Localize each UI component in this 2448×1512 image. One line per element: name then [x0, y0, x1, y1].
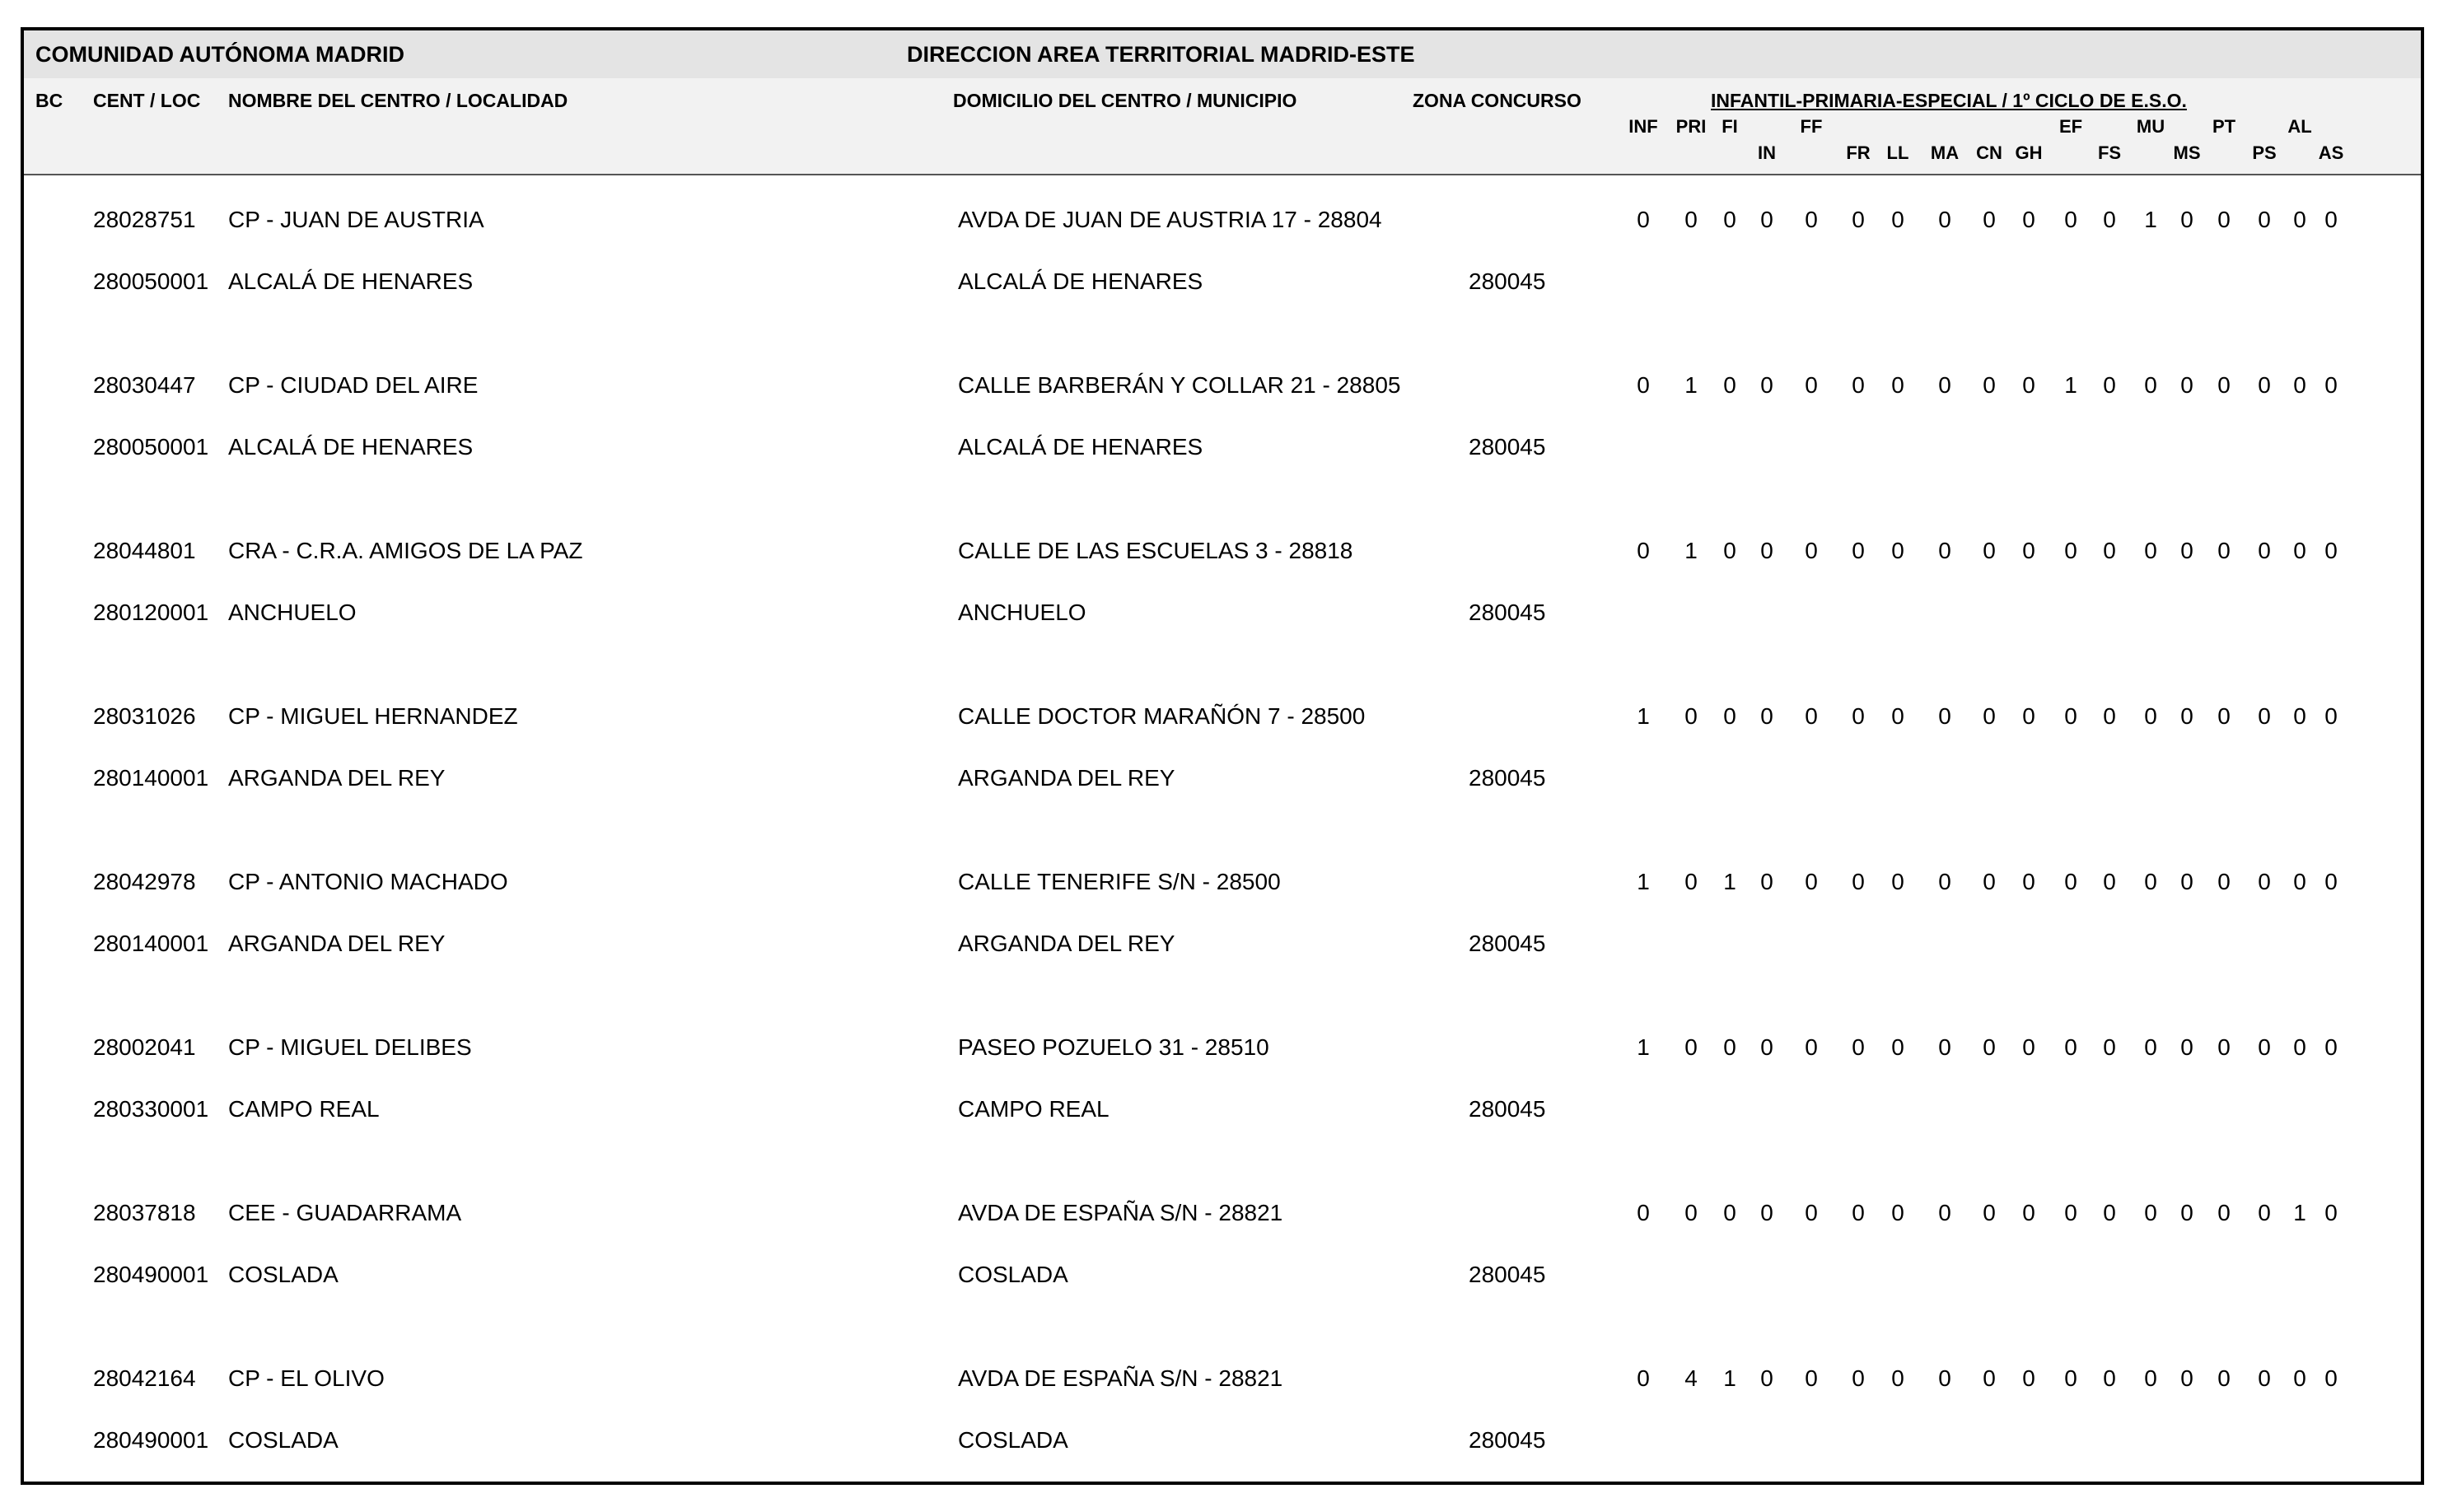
- municipality-name: ALCALÁ DE HENARES: [958, 268, 1203, 294]
- vacancy-count-fs: 0: [2103, 1034, 2116, 1060]
- vacancy-count-fs: 0: [2103, 538, 2116, 563]
- col-specialty-al: AL: [2287, 116, 2312, 137]
- col-specialty-gh: GH: [2015, 142, 2043, 163]
- vacancy-count-mu: 0: [2144, 1200, 2157, 1225]
- vacancy-count-fr: 0: [1852, 703, 1865, 729]
- vacancy-count-mu: 0: [2144, 372, 2157, 398]
- vacancy-count-ff: 0: [1805, 372, 1818, 398]
- zone-code: 280045: [1469, 600, 1546, 625]
- vacancy-count-fs: 0: [2103, 869, 2116, 894]
- vacancy-count-mu: 0: [2144, 703, 2157, 729]
- centre-name: CP - ANTONIO MACHADO: [228, 869, 508, 894]
- vacancy-count-gh: 0: [2022, 1365, 2035, 1391]
- table-row: [24, 1001, 2421, 1167]
- vacancy-count-as: 0: [2324, 1034, 2338, 1060]
- centre-address: CALLE TENERIFE S/N - 28500: [958, 869, 1281, 894]
- vacancy-count-pt: 0: [2217, 1034, 2231, 1060]
- vacancy-count-inf: 0: [1637, 1365, 1650, 1391]
- col-specialty-ff: FF: [1800, 116, 1823, 137]
- centre-code: 28002041: [93, 1034, 196, 1060]
- vacancy-count-fr: 0: [1852, 1200, 1865, 1225]
- col-specialty-ll: LL: [1886, 142, 1909, 163]
- vacancy-count-ms: 0: [2180, 703, 2193, 729]
- vacancy-count-ll: 0: [1891, 538, 1904, 563]
- zone-code: 280045: [1469, 765, 1546, 791]
- vacancy-count-gh: 0: [2022, 538, 2035, 563]
- vacancy-count-inf: 1: [1637, 703, 1650, 729]
- vacancy-count-ma: 0: [1938, 538, 1951, 563]
- area-title: DIRECCION AREA TERRITORIAL MADRID-ESTE: [907, 42, 1415, 67]
- vacancy-count-as: 0: [2324, 372, 2338, 398]
- vacancy-count-fs: 0: [2103, 372, 2116, 398]
- locality-code: 280330001: [93, 1096, 209, 1122]
- vacancy-count-pri: 0: [1684, 1034, 1698, 1060]
- col-specialty-pri: PRI: [1675, 116, 1707, 137]
- vacancy-count-ps: 0: [2258, 1034, 2271, 1060]
- locality-code: 280050001: [93, 268, 209, 294]
- table-row: [24, 339, 2421, 505]
- vacancy-count-gh: 0: [2022, 207, 2035, 232]
- municipality-name: COSLADA: [958, 1427, 1068, 1453]
- vacancy-count-ll: 0: [1891, 207, 1904, 232]
- vacancy-count-ef: 0: [2064, 1200, 2077, 1225]
- col-specialty-fi: FI: [1722, 116, 1738, 137]
- centre-name: CP - JUAN DE AUSTRIA: [228, 207, 484, 232]
- table-row: [24, 505, 2421, 670]
- locality-code: 280140001: [93, 931, 209, 956]
- vacancy-count-al: 0: [2293, 869, 2306, 894]
- vacancy-count-in: 0: [1760, 703, 1773, 729]
- vacancy-count-ff: 0: [1805, 703, 1818, 729]
- vacancy-count-al: 1: [2293, 1200, 2306, 1225]
- municipality-name: ANCHUELO: [958, 600, 1086, 625]
- vacancy-count-inf: 1: [1637, 869, 1650, 894]
- vacancy-count-ms: 0: [2180, 1034, 2193, 1060]
- zone-code: 280045: [1469, 1427, 1546, 1453]
- vacancy-count-ff: 0: [1805, 869, 1818, 894]
- locality-name: COSLADA: [228, 1427, 339, 1453]
- table-row: [24, 1167, 2421, 1332]
- vacancy-count-cn: 0: [1983, 538, 1996, 563]
- vacancy-count-cn: 0: [1983, 207, 1996, 232]
- vacancy-count-fi: 1: [1723, 1365, 1736, 1391]
- locality-name: CAMPO REAL: [228, 1096, 380, 1122]
- locality-name: ARGANDA DEL REY: [228, 931, 446, 956]
- vacancy-count-ff: 0: [1805, 1365, 1818, 1391]
- vacancy-count-pt: 0: [2217, 1365, 2231, 1391]
- table-row: [24, 174, 2421, 339]
- vacancy-count-cn: 0: [1983, 1200, 1996, 1225]
- vacancy-count-fs: 0: [2103, 703, 2116, 729]
- vacancy-count-al: 0: [2293, 1365, 2306, 1391]
- vacancy-count-in: 0: [1760, 1034, 1773, 1060]
- column-header: [24, 78, 2421, 175]
- vacancy-count-al: 0: [2293, 207, 2306, 232]
- vacancy-count-ef: 0: [2064, 1034, 2077, 1060]
- vacancy-count-fr: 0: [1852, 1365, 1865, 1391]
- vacancy-count-fr: 0: [1852, 538, 1865, 563]
- centre-code: 28042978: [93, 869, 196, 894]
- vacancy-count-fi: 0: [1723, 372, 1736, 398]
- col-specialty-fs: FS: [2097, 142, 2122, 163]
- vacancy-count-as: 0: [2324, 207, 2338, 232]
- vacancy-count-fi: 0: [1723, 1034, 1736, 1060]
- vacancy-count-pri: 1: [1684, 538, 1698, 563]
- col-specialty-in: IN: [1758, 142, 1776, 163]
- vacancy-count-as: 0: [2324, 703, 2338, 729]
- vacancy-count-gh: 0: [2022, 869, 2035, 894]
- vacancy-count-cn: 0: [1983, 703, 1996, 729]
- vacancy-count-ff: 0: [1805, 1034, 1818, 1060]
- vacancy-count-pt: 0: [2217, 372, 2231, 398]
- col-specialty-as: AS: [2318, 142, 2344, 163]
- centre-address: PASEO POZUELO 31 - 28510: [958, 1034, 1269, 1060]
- vacancy-count-ms: 0: [2180, 538, 2193, 563]
- vacancy-count-ff: 0: [1805, 538, 1818, 563]
- vacancy-count-fs: 0: [2103, 207, 2116, 232]
- vacancy-count-ma: 0: [1938, 1200, 1951, 1225]
- zone-code: 280045: [1469, 434, 1546, 460]
- vacancy-count-cn: 0: [1983, 869, 1996, 894]
- vacancy-count-fr: 0: [1852, 869, 1865, 894]
- vacancy-count-fi: 0: [1723, 538, 1736, 563]
- locality-name: ARGANDA DEL REY: [228, 765, 446, 791]
- locality-name: ANCHUELO: [228, 600, 357, 625]
- vacancy-count-gh: 0: [2022, 372, 2035, 398]
- vacancy-count-fr: 0: [1852, 1034, 1865, 1060]
- centre-address: AVDA DE JUAN DE AUSTRIA 17 - 28804: [958, 207, 1382, 232]
- municipality-name: ARGANDA DEL REY: [958, 765, 1175, 791]
- vacancy-count-ll: 0: [1891, 1200, 1904, 1225]
- vacancy-count-pri: 0: [1684, 703, 1698, 729]
- vacancy-count-as: 0: [2324, 1200, 2338, 1225]
- vacancy-count-in: 0: [1760, 869, 1773, 894]
- vacancy-count-fs: 0: [2103, 1200, 2116, 1225]
- vacancy-count-mu: 1: [2144, 207, 2157, 232]
- table-row: [24, 1332, 2421, 1498]
- vacancy-count-ff: 0: [1805, 1200, 1818, 1225]
- specialty-group-title: INFANTIL-PRIMARIA-ESPECIAL / 1º CICLO DE E.S.O.: [1711, 90, 2187, 111]
- vacancy-count-fr: 0: [1852, 372, 1865, 398]
- vacancy-count-ps: 0: [2258, 869, 2271, 894]
- centre-name: CP - CIUDAD DEL AIRE: [228, 372, 479, 398]
- vacancy-count-fi: 0: [1723, 207, 1736, 232]
- centre-address: AVDA DE ESPAÑA S/N - 28821: [958, 1200, 1283, 1225]
- region-title: COMUNIDAD AUTÓNOMA MADRID: [35, 42, 404, 67]
- locality-name: ALCALÁ DE HENARES: [228, 434, 474, 460]
- vacancy-count-al: 0: [2293, 538, 2306, 563]
- vacancy-count-mu: 0: [2144, 869, 2157, 894]
- vacancy-count-pt: 0: [2217, 869, 2231, 894]
- vacancy-count-pri: 0: [1684, 869, 1698, 894]
- table-row: [24, 836, 2421, 1001]
- vacancy-count-ps: 0: [2258, 1200, 2271, 1225]
- col-nombre: NOMBRE DEL CENTRO / LOCALIDAD: [228, 90, 568, 111]
- vacancy-count-in: 0: [1760, 538, 1773, 563]
- locality-name: ALCALÁ DE HENARES: [228, 268, 474, 294]
- vacancy-count-mu: 0: [2144, 1365, 2157, 1391]
- vacancy-count-in: 0: [1760, 372, 1773, 398]
- centre-code: 28044801: [93, 538, 196, 563]
- vacancy-count-cn: 0: [1983, 1365, 1996, 1391]
- municipality-name: CAMPO REAL: [958, 1096, 1110, 1122]
- locality-code: 280490001: [93, 1427, 209, 1453]
- vacancy-count-gh: 0: [2022, 1200, 2035, 1225]
- vacancy-count-ff: 0: [1805, 207, 1818, 232]
- vacancy-count-fr: 0: [1852, 207, 1865, 232]
- centre-address: CALLE DE LAS ESCUELAS 3 - 28818: [958, 538, 1353, 563]
- vacancy-count-pt: 0: [2217, 207, 2231, 232]
- locality-code: 280140001: [93, 765, 209, 791]
- vacancy-count-ef: 0: [2064, 538, 2077, 563]
- vacancy-count-ps: 0: [2258, 703, 2271, 729]
- centre-code: 28031026: [93, 703, 196, 729]
- vacancy-count-as: 0: [2324, 869, 2338, 894]
- vacancy-count-in: 0: [1760, 207, 1773, 232]
- centre-code: 28030447: [93, 372, 196, 398]
- vacancy-count-ll: 0: [1891, 869, 1904, 894]
- vacancy-count-ps: 0: [2258, 1365, 2271, 1391]
- vacancy-count-pri: 0: [1684, 207, 1698, 232]
- centre-name: CEE - GUADARRAMA: [228, 1200, 462, 1225]
- vacancy-count-as: 0: [2324, 538, 2338, 563]
- vacancy-count-inf: 0: [1637, 207, 1650, 232]
- vacancy-count-ms: 0: [2180, 1365, 2193, 1391]
- title-bar: [24, 30, 2421, 81]
- vacancy-count-ll: 0: [1891, 1034, 1904, 1060]
- col-domicilio: DOMICILIO DEL CENTRO / MUNICIPIO: [953, 90, 1297, 111]
- vacancy-count-pri: 0: [1684, 1200, 1698, 1225]
- col-cent-loc: CENT / LOC: [93, 90, 201, 111]
- col-specialty-ms: MS: [2173, 142, 2201, 163]
- vacancy-count-pt: 0: [2217, 703, 2231, 729]
- locality-code: 280050001: [93, 434, 209, 460]
- vacancy-count-ll: 0: [1891, 1365, 1904, 1391]
- vacancy-count-ps: 0: [2258, 207, 2271, 232]
- vacancy-count-in: 0: [1760, 1200, 1773, 1225]
- col-specialty-pt: PT: [2212, 116, 2236, 137]
- vacancy-count-in: 0: [1760, 1365, 1773, 1391]
- centre-name: CP - EL OLIVO: [228, 1365, 385, 1391]
- vacancy-count-ll: 0: [1891, 703, 1904, 729]
- vacancy-count-ms: 0: [2180, 207, 2193, 232]
- vacancy-count-ma: 0: [1938, 1034, 1951, 1060]
- vacancy-count-inf: 1: [1637, 1034, 1650, 1060]
- col-specialty-mu: MU: [2136, 116, 2165, 137]
- centre-address: AVDA DE ESPAÑA S/N - 28821: [958, 1365, 1283, 1391]
- vacancy-count-gh: 0: [2022, 1034, 2035, 1060]
- municipality-name: ALCALÁ DE HENARES: [958, 434, 1203, 460]
- vacancy-count-ef: 0: [2064, 869, 2077, 894]
- vacancy-count-inf: 0: [1637, 538, 1650, 563]
- vacancy-count-gh: 0: [2022, 703, 2035, 729]
- centre-code: 28037818: [93, 1200, 196, 1225]
- vacancy-count-pri: 1: [1684, 372, 1698, 398]
- vacancy-count-ms: 0: [2180, 372, 2193, 398]
- centre-address: CALLE BARBERÁN Y COLLAR 21 - 28805: [958, 372, 1401, 398]
- col-specialty-ef: EF: [2058, 116, 2083, 137]
- centre-code: 28028751: [93, 207, 196, 232]
- vacancy-count-ef: 0: [2064, 1365, 2077, 1391]
- vacancy-count-ma: 0: [1938, 207, 1951, 232]
- locality-code: 280490001: [93, 1262, 209, 1287]
- centre-name: CRA - C.R.A. AMIGOS DE LA PAZ: [228, 538, 583, 563]
- locality-name: COSLADA: [228, 1262, 339, 1287]
- vacancy-count-ma: 0: [1938, 869, 1951, 894]
- col-specialty-ps: PS: [2252, 142, 2277, 163]
- vacancy-count-as: 0: [2324, 1365, 2338, 1391]
- vacancy-count-inf: 0: [1637, 1200, 1650, 1225]
- municipality-name: ARGANDA DEL REY: [958, 931, 1175, 956]
- report-frame: [21, 27, 2424, 1485]
- vacancy-count-cn: 0: [1983, 1034, 1996, 1060]
- record-list: [24, 174, 2421, 1498]
- zone-code: 280045: [1469, 931, 1546, 956]
- centre-code: 28042164: [93, 1365, 196, 1391]
- vacancy-count-ms: 0: [2180, 1200, 2193, 1225]
- vacancy-count-mu: 0: [2144, 1034, 2157, 1060]
- vacancy-count-al: 0: [2293, 703, 2306, 729]
- vacancy-count-ps: 0: [2258, 538, 2271, 563]
- vacancy-count-al: 0: [2293, 1034, 2306, 1060]
- vacancy-count-mu: 0: [2144, 538, 2157, 563]
- vacancy-count-pri: 4: [1684, 1365, 1698, 1391]
- vacancy-count-fi: 1: [1723, 869, 1736, 894]
- vacancy-count-ef: 1: [2064, 372, 2077, 398]
- col-zona: ZONA CONCURSO: [1413, 90, 1581, 111]
- vacancy-count-ef: 0: [2064, 207, 2077, 232]
- table-row: [24, 670, 2421, 836]
- vacancy-count-inf: 0: [1637, 372, 1650, 398]
- vacancy-count-ma: 0: [1938, 372, 1951, 398]
- col-specialty-ma: MA: [1930, 142, 1960, 163]
- col-specialty-cn: CN: [1976, 142, 2002, 163]
- municipality-name: COSLADA: [958, 1262, 1068, 1287]
- zone-code: 280045: [1469, 268, 1546, 294]
- col-bc: BC: [35, 90, 63, 111]
- centre-name: CP - MIGUEL DELIBES: [228, 1034, 472, 1060]
- vacancy-count-ma: 0: [1938, 1365, 1951, 1391]
- vacancy-count-fi: 0: [1723, 1200, 1736, 1225]
- col-specialty-inf: INF: [1628, 116, 1658, 137]
- vacancy-count-ef: 0: [2064, 703, 2077, 729]
- vacancy-count-al: 0: [2293, 372, 2306, 398]
- vacancy-count-cn: 0: [1983, 372, 1996, 398]
- vacancy-count-ps: 0: [2258, 372, 2271, 398]
- vacancy-count-pt: 0: [2217, 1200, 2231, 1225]
- locality-code: 280120001: [93, 600, 209, 625]
- zone-code: 280045: [1469, 1096, 1546, 1122]
- vacancy-count-fi: 0: [1723, 703, 1736, 729]
- centre-name: CP - MIGUEL HERNANDEZ: [228, 703, 518, 729]
- vacancy-count-fs: 0: [2103, 1365, 2116, 1391]
- vacancy-count-ll: 0: [1891, 372, 1904, 398]
- vacancy-count-ms: 0: [2180, 869, 2193, 894]
- col-specialty-fr: FR: [1846, 142, 1871, 163]
- vacancy-count-pt: 0: [2217, 538, 2231, 563]
- vacancy-count-ma: 0: [1938, 703, 1951, 729]
- centre-address: CALLE DOCTOR MARAÑÓN 7 - 28500: [958, 703, 1366, 729]
- zone-code: 280045: [1469, 1262, 1546, 1287]
